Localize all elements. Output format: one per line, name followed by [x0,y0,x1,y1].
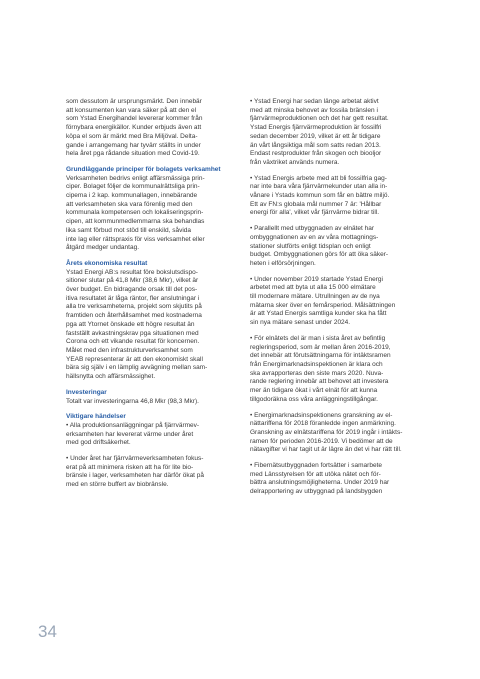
events-bullet-3: • Ystad Energi har sedan länge arbetat aktivt med att minska behovet av fossila bränslen i fjärrvärmeproduktionen och det har gett resultat. Ystad Energis fjärrvärmeproduktion är fossilfri sedan december 2019, vilket är ett år tidigare än vårt långsiktiga mål som satts redan 2013. Endast restprodukter från skogen och biooljor från växtriket används numera. [250,98,389,166]
principles-paragraph: Verksamheten bedrivs enligt affärsmässiga prin- ciper. Bolaget följer de kommunalrättsliga prin- cipema i 2 kap. kommunallagen, innebärande att verksamheten ska vara förenlig med den kommunala kompetensen och lokaliseringsprin- cipen, att kommunmedlemmarna ska behandlas lika samt förbud mot stöd till enskild, såvida inte lag eller rättspraxis för viss verksamhet eller åtgärd medger undantag. [66,174,205,252]
events-bullet-1: • Alla produktionsanläggningar på fjärrvärmev- erksamheten har levererat värme under året med god driftsäkerhet. [66,421,200,447]
events-bullet-5: • Parallellt med utbyggnaden av elnätet har ombyggnationen av en av våra mottagnings- stationer slutförts enligt tidsplan och enligt budget. Ombyggnationen görs för att öka säker- heten i elförsörjningen. [250,225,389,267]
page-number: 34 [38,622,57,641]
investments-paragraph: Totalt var investeringarna 46,8 Mkr (98,3 Mkr). [66,397,199,405]
events-bullet-6: • Under november 2019 startade Ystad Energi arbetet med att byta ut alla 15 000 elmätare till modernare mätare. Utrullningen av de nya mätarna sker över en femårsperiod. Målsättningen är att Ystad Energis samtliga kunder ska ha fått sin nya mätare senast under 2024. [250,275,396,327]
events-bullet-4: • Ystad Energis arbete med att bli fossilfria gag- nar inte bara våra fjärrvärmekunder utan alla in- vånare i Ystads kommun som får en bättre miljö. Ett av FN:s globala mål nummer 7 är: 'Hållbar energi för alla', vilket vår fjärrvärme bidrar till. [250,174,390,217]
section-heading-result: Årets ekonomiska resultat [66,259,148,267]
section-heading-investments: Investeringar [66,388,107,396]
events-bullet-8: • Energimarknadsinspektionens granskning av el- nättariffena för 2018 föranledde ingen anmärkning. Granskning av elnätstariffena för 2019 ingår i intäkts- ramen för perioden 2016-2019. Vi bedömer att de nätavgifter vi har tagit ut är lägre än det vi har rätt till. [250,411,403,454]
section-heading-principles: Grundläggande principer för bolagets verksamhet [66,165,221,173]
events-bullet-9: • Fibernätsutbyggnaden fortsätter i samarbete med Länsstyrelsen för att utöka nätet och för- bättra anslutningsmöjligheterna. Under 2019 har delrapportering av utbyggnad på landsbygden [250,462,390,496]
left-column [66,98,232,497]
right-column [250,98,418,504]
intro-paragraph: som dessutom är ursprungsmärkt. Den innebär att konsumenten kan vara säker på att den el som Ystad Energihandel levererar kommer från förnybara energikällor. Kunder erbjuds även att köpa el som är märkt med Bra Miljöval. Delta- gande i arrangemang har tyvärr ställts in under hela året pga rådande situation med Covid-19. [66,98,203,158]
events-bullet-2: • Under året har fjärrvärmeverksamheten fokus- erat på att minimera risken att ha för lite bio- bränsle i lager, verksamheten har därför ökat på med en större buffert av biobränsle. [66,455,205,489]
section-heading-events: Viktigare händelser [66,413,126,421]
result-paragraph: Ystad Energi AB:s resultat före bokslutsdispo- sitioner slutar på 41,8 Mkr (38,6 Mkr), vilket är över budget. En bidragande orsak till det pos- itiva resultatet är låga räntor, fler anslutningar i alla tre verksamheterna, projekt som skjutits på framtiden och återhållsamhet med kostnaderna pga att Ytornet önskade ett högre resultat än fastställt avkastningskrav pga situationen med Corona och ett vikande resultat för koncernen. Målet med den infrastrukturverksamhet som YEAB representerar är att den ekonomiskt skall bära sig själv i en lämplig avvägning mellan sam- hällsnytta och affärsmässighet. [66,268,208,381]
events-bullet-7: • För elnätets del är man i sista året av befintlig regleringsperiod, som är mellan åren 2016-2019, det innebär att förutsättningarna för intäktsramen från Energimarknadsinspektionen är klara och ska avrapporteras den siste mars 2020. Nuva- rande reglering innebär att behovet att investera mer än tidigare ökat i vårt elnät för att kunna tillgodoräkna oss våra anläggningstillgångar. [250,334,391,403]
